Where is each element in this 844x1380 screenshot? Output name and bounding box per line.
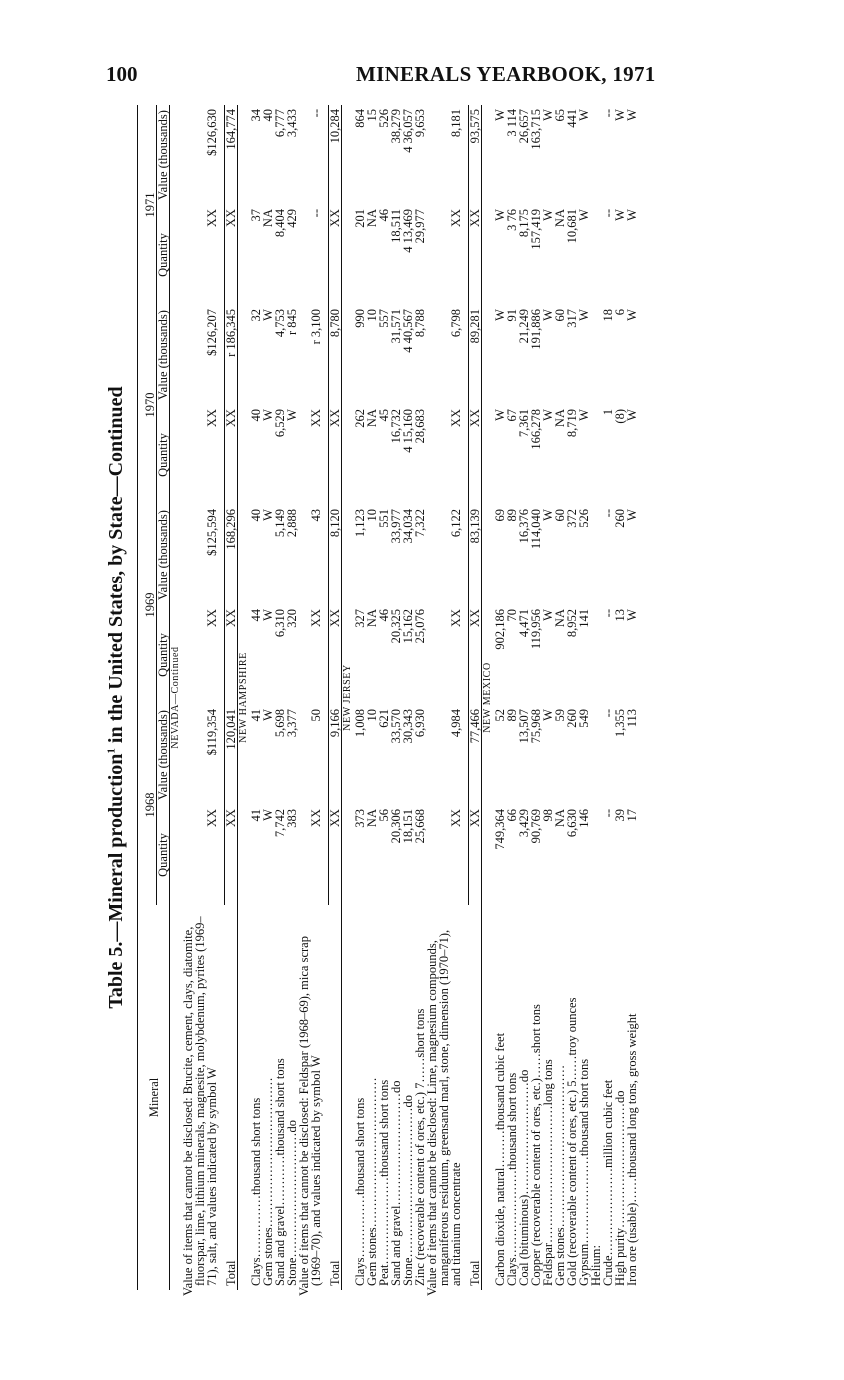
mineral-label: Gem stones……………………………… xyxy=(365,1077,379,1286)
quantity-cell: 70 xyxy=(505,609,519,622)
quantity-cell: XX xyxy=(449,409,463,428)
value-cell: 191,886 xyxy=(529,309,543,350)
value-cell: W xyxy=(261,509,275,521)
quantity-cell: XX xyxy=(449,209,463,228)
value-cell: 990 xyxy=(353,309,367,328)
quantity-cell: 141 xyxy=(577,609,591,628)
quantity-cell: 13 xyxy=(613,609,627,622)
quantity-cell: 40 xyxy=(249,409,263,422)
quantity-cell: XX xyxy=(329,205,342,305)
quantity-cell: 18,151 xyxy=(401,809,415,844)
quantity-cell: -- xyxy=(601,809,615,818)
quantity-cell: 166,278 xyxy=(529,409,543,450)
total-row xyxy=(225,105,238,1290)
mineral-label: Peat…………………thousand short tons xyxy=(377,1079,391,1286)
quantity-cell: NA xyxy=(365,609,379,628)
quantity-cell: 383 xyxy=(285,809,299,828)
value-cell: 89 xyxy=(505,709,519,722)
quantity-cell: 90,769 xyxy=(529,809,543,844)
quantity-cell: 3 76 xyxy=(505,209,519,231)
value-cell: 4,984 xyxy=(449,709,463,738)
value-cell: $125,594 xyxy=(205,509,219,556)
quantity-cell: XX xyxy=(309,609,323,628)
quantity-cell: XX xyxy=(205,209,219,228)
quantity-cell: W xyxy=(577,209,591,221)
mineral-label: Sand and gravel…………thousand short tons xyxy=(273,1058,287,1286)
value-cell: 6,777 xyxy=(273,109,287,138)
value-cell: 120,041 xyxy=(225,705,238,805)
value-cell: 60 xyxy=(553,509,567,522)
mineral-label: Gold (recoverable content of ores, etc.) 5……troy ounces xyxy=(565,997,579,1286)
quantity-cell: W xyxy=(613,209,627,221)
value-cell: 16,376 xyxy=(517,509,531,544)
value-cell: 7,322 xyxy=(413,509,427,538)
value-cell: 10 xyxy=(365,309,379,322)
value-cell: 168,296 xyxy=(225,505,238,605)
value-cell: W xyxy=(625,309,639,321)
value-cell: 113 xyxy=(625,709,639,728)
mineral-label: Clays……………thousand short tons xyxy=(249,1097,263,1286)
value-cell: 6 xyxy=(613,309,627,316)
quantity-cell: 41 xyxy=(249,809,263,822)
mineral-label: Value of items that cannot be disclosed: Brucite, cement, clays, diatomite, fluorspar, lime, lithium minerals, magnesite, molybdenum, pyrites (1969–71), salt, and values indicated by symbol W xyxy=(181,916,219,1296)
rotated-table-region xyxy=(105,105,825,1296)
quantity-header: Quantity xyxy=(157,205,170,305)
quantity-cell: XX xyxy=(469,405,482,505)
quantity-cell: XX xyxy=(225,805,238,905)
quantity-cell: -- xyxy=(601,209,615,218)
quantity-cell: W xyxy=(261,609,275,621)
value-cell: W xyxy=(625,509,639,521)
quantity-cell: 46 xyxy=(377,209,391,222)
value-cell: 8,788 xyxy=(413,309,427,338)
value-cell: 164,774 xyxy=(225,105,238,205)
mineral-label: Copper (recoverable content of ores, etc.)……short tons xyxy=(529,1004,543,1286)
quantity-cell: 6,310 xyxy=(273,609,287,638)
mineral-label: Clays……………thousand short tons xyxy=(353,1097,367,1286)
table-body xyxy=(170,105,639,1296)
value-header: Value (thousands) xyxy=(157,705,170,805)
quantity-cell: 56 xyxy=(377,809,391,822)
quantity-cell: NA xyxy=(261,209,275,228)
value-cell: 557 xyxy=(377,309,391,328)
value-cell: 5,149 xyxy=(273,509,287,538)
value-cell: 9,166 xyxy=(329,705,342,805)
value-cell: 43 xyxy=(309,509,323,522)
value-cell: 8,181 xyxy=(449,109,463,138)
quantity-cell: -- xyxy=(601,609,615,618)
quantity-cell xyxy=(590,405,602,505)
value-cell: 4 36,057 xyxy=(401,109,415,153)
quantity-cell: 98 xyxy=(541,809,555,822)
value-cell: 91 xyxy=(505,309,519,322)
value-cell: W xyxy=(493,109,507,121)
quantity-cell: NA xyxy=(365,809,379,828)
mineral-label: Total xyxy=(224,1260,238,1286)
quantity-cell: NA xyxy=(553,609,567,628)
quantity-cell: 749,364 xyxy=(493,809,507,850)
value-cell: 3,433 xyxy=(285,109,299,138)
quantity-cell: 262 xyxy=(353,409,367,428)
value-cell: 6,122 xyxy=(449,509,463,538)
quantity-cell: XX xyxy=(329,805,342,905)
quantity-header: Quantity xyxy=(157,605,170,705)
value-cell: 31,571 xyxy=(389,309,403,344)
quantity-cell: 10,681 xyxy=(565,209,579,244)
value-cell: 21,249 xyxy=(517,309,531,344)
quantity-cell: XX xyxy=(469,205,482,305)
value-cell: -- xyxy=(309,109,323,118)
value-cell: W xyxy=(541,709,555,721)
quantity-cell: 39 xyxy=(613,809,627,822)
value-cell: 372 xyxy=(565,509,579,528)
value-cell: 5,698 xyxy=(273,709,287,738)
mineral-label: Stone…………………………do xyxy=(285,1120,299,1286)
value-cell: r 186,345 xyxy=(225,305,238,405)
value-cell: W xyxy=(613,109,627,121)
value-cell: $126,207 xyxy=(205,309,219,356)
quantity-cell: 29,977 xyxy=(413,209,427,244)
quantity-cell: 28,683 xyxy=(413,409,427,444)
quantity-cell: 429 xyxy=(285,209,299,228)
quantity-cell: 8,175 xyxy=(517,209,531,238)
quantity-cell: W xyxy=(541,209,555,221)
quantity-cell: W xyxy=(261,809,275,821)
section-heading: NEW JERSEY xyxy=(342,105,355,1290)
table-row xyxy=(426,105,462,1290)
value-cell: 50 xyxy=(309,709,323,722)
value-cell: $126,630 xyxy=(205,109,219,156)
quantity-cell: 45 xyxy=(377,409,391,422)
quantity-cell: XX xyxy=(469,805,482,905)
quantity-cell: 8,404 xyxy=(273,209,287,238)
value-cell: 441 xyxy=(565,109,579,128)
quantity-cell: XX xyxy=(225,605,238,705)
quantity-cell: 20,306 xyxy=(389,809,403,844)
quantity-cell: W xyxy=(625,209,639,221)
year-header: 1969 xyxy=(138,505,157,705)
value-cell: 59 xyxy=(553,709,567,722)
value-cell: W xyxy=(541,109,555,121)
value-cell: 15 xyxy=(365,109,379,122)
quantity-cell: 8,719 xyxy=(565,409,579,438)
quantity-cell: W xyxy=(493,209,507,221)
value-cell: 75,968 xyxy=(529,709,543,744)
value-cell: 551 xyxy=(377,509,391,528)
page-number: 100 xyxy=(106,62,138,86)
value-cell: 8,120 xyxy=(329,505,342,605)
value-cell: W xyxy=(541,509,555,521)
value-cell: r 845 xyxy=(285,309,299,336)
value-cell: 60 xyxy=(553,309,567,322)
quantity-cell: 119,956 xyxy=(529,609,543,650)
quantity-cell: 25,076 xyxy=(413,609,427,644)
quantity-cell: XX xyxy=(449,809,463,828)
quantity-cell: 902,186 xyxy=(493,609,507,650)
quantity-cell: 17 xyxy=(625,809,639,822)
quantity-cell: 25,668 xyxy=(413,809,427,844)
section-heading: NEW HAMPSHIRE xyxy=(238,105,251,1290)
value-cell: -- xyxy=(601,709,615,718)
mineral-label: High purity…………………………do xyxy=(613,1090,627,1286)
value-cell: -- xyxy=(601,509,615,518)
value-cell: 77,466 xyxy=(469,705,482,805)
value-cell: 317 xyxy=(565,309,579,328)
year-header: 1968 xyxy=(138,705,157,905)
value-cell: -- xyxy=(601,109,615,118)
quantity-cell: 6,630 xyxy=(565,809,579,838)
value-cell: 38,279 xyxy=(389,109,403,144)
mineral-label: Clays…………………thousand short tons xyxy=(505,1072,519,1286)
value-cell: 33,977 xyxy=(389,509,403,544)
total-row xyxy=(329,105,342,1290)
quantity-cell: 4,471 xyxy=(517,609,531,638)
value-cell: 10 xyxy=(365,709,379,722)
value-cell: W xyxy=(625,109,639,121)
quantity-cell: 373 xyxy=(353,809,367,828)
quantity-header: Quantity xyxy=(157,805,170,905)
mineral-label: Value of items that cannot be disclosed: Feldspar (1968–69), mica scrap (1969–70), and values indicated by symbol W xyxy=(297,936,323,1296)
quantity-cell: NA xyxy=(365,209,379,228)
value-cell: 9,653 xyxy=(413,109,427,138)
total-row xyxy=(469,105,482,1290)
quantity-cell: 37 xyxy=(249,209,263,222)
quantity-cell xyxy=(590,805,602,905)
quantity-cell: XX xyxy=(469,605,482,705)
mineral-label: Crude…………………million cubic feet xyxy=(601,1079,615,1286)
table-row xyxy=(298,105,322,1290)
mineral-label: Gem stones……………………………… xyxy=(261,1077,275,1286)
value-cell: 526 xyxy=(577,509,591,528)
value-cell: 10,284 xyxy=(329,105,342,205)
mineral-label: Feldspar……………………………long tons xyxy=(541,1059,555,1286)
value-cell: W xyxy=(577,109,591,121)
value-cell: 30,343 xyxy=(401,709,415,744)
quantity-cell: XX xyxy=(449,609,463,628)
quantity-cell: 6,529 xyxy=(273,409,287,438)
value-cell: 2,888 xyxy=(285,509,299,538)
quantity-header: Quantity xyxy=(157,405,170,505)
value-header: Value (thousands) xyxy=(157,105,170,205)
quantity-cell: XX xyxy=(225,405,238,505)
section-heading: NEVADA—Continued xyxy=(170,646,181,749)
quantity-cell: XX xyxy=(205,609,219,628)
quantity-cell: NA xyxy=(553,409,567,428)
value-cell xyxy=(590,105,602,205)
value-cell: W xyxy=(261,709,275,721)
table-row xyxy=(274,105,286,1290)
quantity-cell: W xyxy=(261,409,275,421)
quantity-cell: W xyxy=(541,609,555,621)
mineral-label: Value of items that cannot be disclosed: Lime, magnesium compounds, manganiferous residuum, greensand marl, stone, dimension (1970–71), and titanium concentrate xyxy=(425,929,463,1296)
value-cell: 41 xyxy=(249,709,263,722)
mineral-label: Coal (bituminous)………………………do xyxy=(517,1069,531,1286)
quantity-cell: W xyxy=(285,409,299,421)
value-cell: 3 114 xyxy=(505,109,519,137)
quantity-cell: 20,325 xyxy=(389,609,403,644)
quantity-cell: XX xyxy=(205,409,219,428)
quantity-cell: W xyxy=(625,609,639,621)
quantity-cell: 1 xyxy=(601,409,615,416)
value-cell: 13,507 xyxy=(517,709,531,744)
value-cell: 864 xyxy=(353,109,367,128)
mineral-production-table xyxy=(137,105,639,1296)
value-cell: 1,008 xyxy=(353,709,367,738)
quantity-cell: 15,162 xyxy=(401,609,415,644)
value-cell: 260 xyxy=(613,509,627,528)
quantity-cell: NA xyxy=(553,209,567,228)
table-title-footnote: 1 xyxy=(105,748,118,754)
quantity-cell: 67 xyxy=(505,409,519,422)
table-title xyxy=(105,105,128,1290)
mineral-column-header: Mineral xyxy=(138,905,170,1290)
quantity-cell: XX xyxy=(205,809,219,828)
quantity-cell xyxy=(590,605,602,705)
value-cell: 26,657 xyxy=(517,109,531,144)
quantity-cell: 16,732 xyxy=(389,409,403,444)
value-header: Value (thousands) xyxy=(157,505,170,605)
value-cell: 89,281 xyxy=(469,305,482,405)
quantity-cell: 320 xyxy=(285,609,299,628)
quantity-cell: -- xyxy=(309,209,323,218)
mineral-label: Total xyxy=(468,1260,482,1286)
quantity-cell: 7,361 xyxy=(517,409,531,438)
quantity-cell: 46 xyxy=(377,609,391,622)
value-cell: 1,355 xyxy=(613,709,627,738)
value-cell: 6,798 xyxy=(449,309,463,338)
value-cell: 260 xyxy=(565,709,579,728)
value-cell: W xyxy=(541,309,555,321)
running-head: MINERALS YEARBOOK, 1971 xyxy=(356,62,656,86)
value-cell xyxy=(590,705,602,805)
value-cell: W xyxy=(493,309,507,321)
mineral-label: Carbon dioxide, natural………thousand cubic feet xyxy=(493,1032,507,1286)
value-cell: 3,377 xyxy=(285,709,299,738)
quantity-cell: 66 xyxy=(505,809,519,822)
mineral-label: Stone………………………………do xyxy=(401,1095,415,1286)
value-cell: 6,930 xyxy=(413,709,427,738)
value-cell xyxy=(590,505,602,605)
value-cell: 93,575 xyxy=(469,105,482,205)
value-cell: 549 xyxy=(577,709,591,728)
section-heading: NEW MEXICO xyxy=(482,105,495,1290)
quantity-cell: XX xyxy=(329,605,342,705)
quantity-cell: W xyxy=(493,409,507,421)
quantity-cell: 3,429 xyxy=(517,809,531,838)
year-header-row xyxy=(138,105,157,1290)
value-cell: 4,753 xyxy=(273,309,287,338)
value-cell: 163,715 xyxy=(529,109,543,150)
table-row xyxy=(182,105,218,1290)
quantity-cell: 201 xyxy=(353,209,367,228)
quantity-cell: 7,742 xyxy=(273,809,287,838)
value-cell: W xyxy=(577,309,591,321)
year-header: 1970 xyxy=(138,305,157,505)
quantity-cell: XX xyxy=(225,205,238,305)
quantity-cell: NA xyxy=(365,409,379,428)
quantity-cell: W xyxy=(625,409,639,421)
mineral-label: Iron ore (usable)……thousand long tons, gross weight xyxy=(625,1013,639,1286)
value-cell: 40 xyxy=(249,509,263,522)
value-cell: 526 xyxy=(377,109,391,128)
quantity-cell: (8) xyxy=(613,409,627,424)
value-cell: 621 xyxy=(377,709,391,728)
value-cell: W xyxy=(261,309,275,321)
table-title-suffix: in the United States, by State—Continued xyxy=(105,386,127,749)
quantity-cell: 327 xyxy=(353,609,367,628)
quantity-cell: W xyxy=(577,409,591,421)
value-cell: 34 xyxy=(249,109,263,122)
quantity-cell: XX xyxy=(329,405,342,505)
table-row xyxy=(578,105,590,1290)
value-cell: 83,139 xyxy=(469,505,482,605)
mineral-label: Sand and gravel………………………do xyxy=(389,1080,403,1286)
value-cell: 34,034 xyxy=(401,509,415,544)
quantity-cell: 157,419 xyxy=(529,209,543,250)
mineral-label: Gem stones………………………………… xyxy=(553,1064,567,1286)
value-cell: 52 xyxy=(493,709,507,722)
quantity-cell: XX xyxy=(309,409,323,428)
value-cell: 33,570 xyxy=(389,709,403,744)
value-cell: $119,354 xyxy=(205,709,219,756)
quantity-cell: W xyxy=(541,409,555,421)
quantity-cell: 18,511 xyxy=(389,209,403,243)
value-cell: 8,780 xyxy=(329,305,342,405)
value-header: Value (thousands) xyxy=(157,305,170,405)
mineral-label: Zinc (recoverable content of ores, etc.) 7……short tons xyxy=(413,1008,427,1286)
quantity-cell: 146 xyxy=(577,809,591,828)
quantity-cell: 8,952 xyxy=(565,609,579,638)
table-row xyxy=(626,105,638,1290)
value-cell: 10 xyxy=(365,509,379,522)
value-cell: r 3,100 xyxy=(309,309,323,345)
mineral-label: Helium: xyxy=(589,1245,603,1286)
quantity-cell: 4 15,160 xyxy=(401,409,415,453)
value-cell: 65 xyxy=(553,109,567,122)
table-title-text: Table 5.—Mineral production xyxy=(105,753,127,1009)
value-cell: 40 xyxy=(261,109,275,122)
value-cell: 32 xyxy=(249,309,263,322)
mineral-label: Gypsum…………………thousand short tons xyxy=(577,1058,591,1286)
value-cell: 18 xyxy=(601,309,615,322)
quantity-cell: 44 xyxy=(249,609,263,622)
year-header: 1971 xyxy=(138,105,157,305)
value-cell: 4 40,567 xyxy=(401,309,415,353)
mineral-label: Total xyxy=(328,1260,342,1286)
quantity-cell xyxy=(590,205,602,305)
value-cell: 1,123 xyxy=(353,509,367,538)
value-cell: 114,040 xyxy=(529,509,543,550)
quantity-cell: XX xyxy=(309,809,323,828)
value-cell: 89 xyxy=(505,509,519,522)
quantity-cell: NA xyxy=(553,809,567,828)
value-cell: 69 xyxy=(493,509,507,522)
quantity-cell: 4 13,469 xyxy=(401,209,415,253)
